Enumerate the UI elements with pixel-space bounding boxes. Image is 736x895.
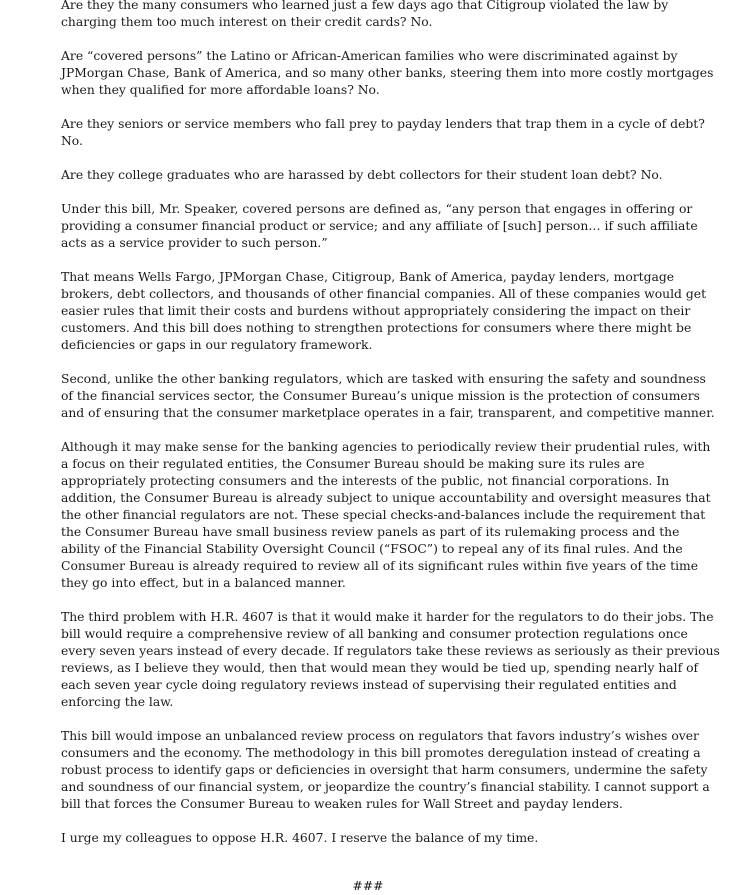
paragraph-financial-companies: That means Wells Fargo, JPMorgan Chase, Citigroup, Bank of America, payday lenders, mortgage brokers, debt collectors, and thousands of other financial companies. All of these companies would get easier rules that limit their costs and burdens without appropriately considering the impact on their customers. And this bill does nothing to strengthen protections for consumers where there might be deficiencies or gaps in our regulatory framework.: [61, 270, 707, 352]
paragraph-seniors-service-members: Are they seniors or service members who fall prey to payday lenders that trap them in a cycle of debt? No.: [61, 117, 705, 148]
paragraph-consumer-bureau-mission: Second, unlike the other banking regulators, which are tasked with ensuring the safety and soundness of the financial services sector, the Consumer Bureau’s unique mission is the protection of consumers and of ensuring that the consumer marketplace operates in a fair, transparent, and competitive manner.: [61, 372, 715, 420]
paragraph-covered-persons-families: Are “covered persons” the Latino or African-American families who were discriminated against by JPMorgan Chase, Bank of America, and so many other banks, steering them into more costly mortgages when they qualified for more affordable loans? No.: [61, 49, 714, 97]
paragraph-closing: I urge my colleagues to oppose H.R. 4607. I reserve the balance of my time.: [61, 831, 539, 845]
paragraph-college-graduates: Are they college graduates who are harassed by debt collectors for their student loan debt? No.: [61, 168, 663, 182]
paragraph-unbalanced-review: This bill would impose an unbalanced review process on regulators that favors industry’s wishes over consumers and the economy. The methodology in this bill promotes deregulation instead of creating a robust process to identify gaps or deficiencies in oversight that harm consumers, undermine the safety and soundness of our financial system, or jeopardize the country’s financial stability. I cannot support a bill that forces the Consumer Bureau to weaken rules for Wall Street and payday lenders.: [61, 729, 710, 811]
end-mark: ###: [352, 879, 384, 893]
document-body: [61, 0, 721, 864]
paragraph-covered-persons-definition: Under this bill, Mr. Speaker, covered persons are defined as, “any person that engages in offering or providing a consumer financial product or service; and any affiliate of [such] person… if such affiliate acts as a service provider to such person.”: [61, 202, 698, 250]
paragraph-prudential-rules: Although it may make sense for the banking agencies to periodically review their prudential rules, with a focus on their regulated entities, the Consumer Bureau should be making sure its rules are appropriately protecting consumers and the interests of the public, not financial corporations. In addition, the Consumer Bureau is already subject to unique accountability and oversight measures that the other financial regulators are not. These special checks-and-balances include the requirement that the Consumer Bureau have small business review panels as part of its rulemaking process and the ability of the Financial Stability Oversight Council (“FSOC”) to repeal any of its final rules. And the Consumer Bureau is already required to review all of its significant rules within five years of the time they go into effect, but in a balanced manner.: [61, 440, 711, 590]
paragraph-citigroup-consumers: Are they the many consumers who learned just a few days ago that Citigroup violated the law by charging them too much interest on their credit cards? No.: [61, 0, 669, 29]
paragraph-third-problem: The third problem with H.R. 4607 is that it would make it harder for the regulators to do their jobs. The bill would require a comprehensive review of all banking and consumer protection regulations once every seven years instead of every decade. If regulators take these reviews as seriously as their previous reviews, as I believe they would, then that would mean they would be tied up, spending nearly half of each seven year cycle doing regulatory reviews instead of supervising their regulated entities and enforcing the law.: [61, 610, 720, 709]
